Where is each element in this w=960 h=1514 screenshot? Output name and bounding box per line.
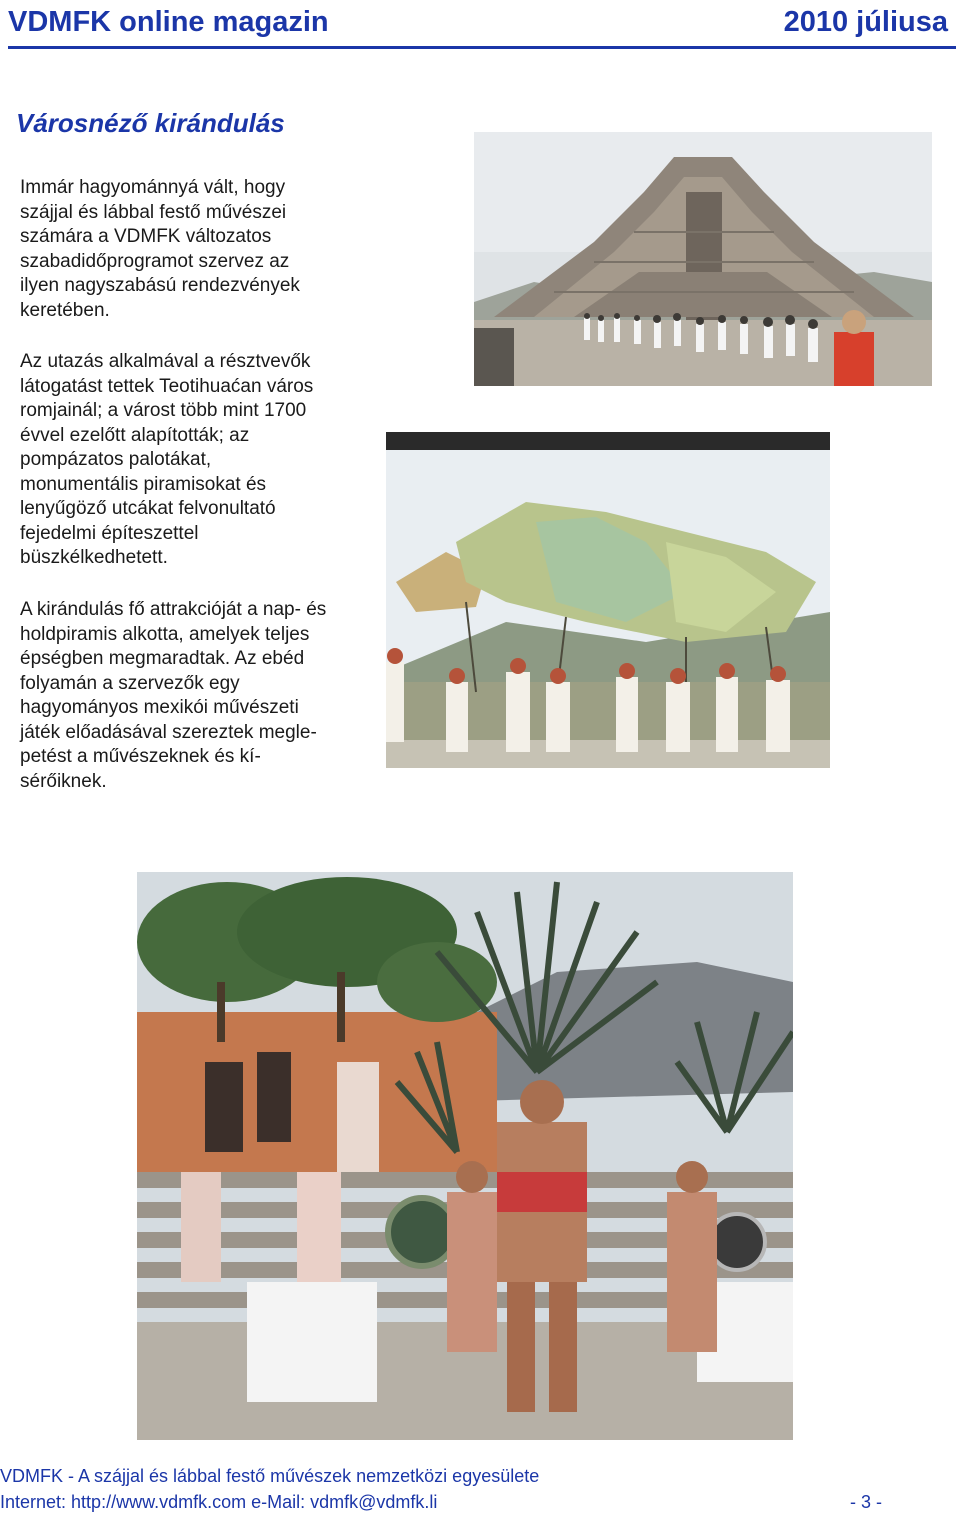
issue-date: 2010 júliusa: [783, 6, 948, 38]
article-paragraph-3: A kirándulás fő attrakcióját a nap- és holdpiramis alkotta, amelyek teljes épségben megmaradtak. Az ebéd folyamán a szervezők egy hagyományos mexikói művészeti játék előadásával szereztek meglepetést a művészeknek és kísérőiknek.: [20, 599, 327, 792]
pyramid-photo: [474, 132, 932, 386]
header-divider: [8, 46, 956, 49]
dragon-parade-photo: [386, 432, 830, 768]
article-title: Városnéző kirándulás: [16, 108, 285, 138]
magazine-title: VDMFK online magazin: [8, 6, 329, 38]
article-paragraph-1: Immár hagyománnyá vált, hogy szájjal és lábbal festő művészei számára a VDMFK változatos szabadidőprogramot szervez az ilyen nagyszabású rendezvények keretében.: [20, 177, 300, 321]
footer-organization: VDMFK - A szájjal és lábbal festő művészek nemzetközi egyesülete: [0, 1466, 540, 1486]
page-number: - 3 -: [850, 1492, 883, 1512]
aztec-dancers-photo: [137, 872, 793, 1440]
footer-contact: Internet: http://www.vdmfk.com e-Mail: vdmfk@vdmfk.li: [0, 1492, 438, 1512]
article-paragraph-2: Az utazás alkalmával a résztvevők látogatást tettek Teotihuaćan város romjainál; a várost több mint 1700 évvel ezelőtt alapították; az pompázatos palotákat, monumentális piramisokat és lenyűgöző utcákat felvonultató fejedelmi építeszettel büszkélkedhetett.: [20, 351, 314, 568]
